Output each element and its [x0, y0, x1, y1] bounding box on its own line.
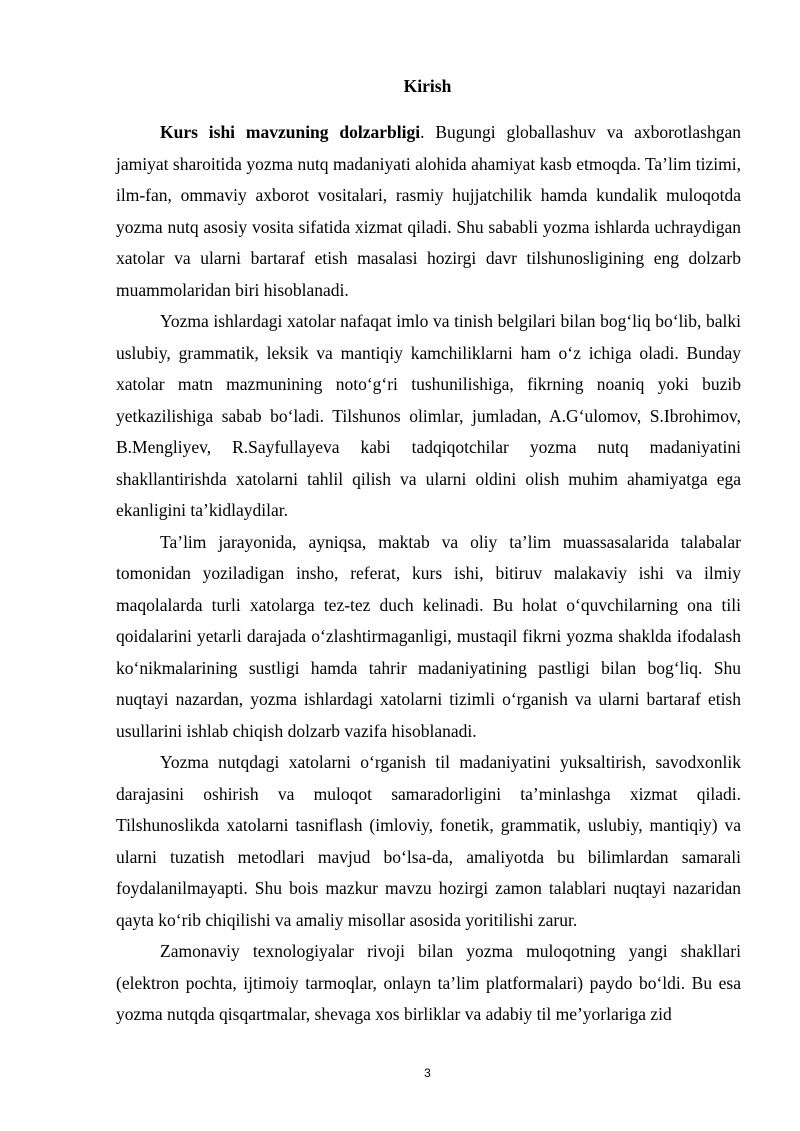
page-number: 3: [424, 1066, 431, 1080]
paragraph-4: Yozma nutqdagi xatolarni o‘rganish til madaniyatini yuksaltirish, savodxonlik darajasini oshirish va muloqot samaradorligini ta’minlashga xizmat qiladi. Tilshunoslikda xatolarni tasniflash (imloviy, fonetik, grammatik, uslubiy, mantiqiy) va ularni tuzatish metodlari mavjud bo‘lsa-da, amaliyotda bu bilimlardan samarali foydalanilmayapti. Shu bois mazkur mavzu hozirgi zamon talablari nuqtayi nazaridan qayta ko‘rib chiqilishi va amaliy misollar asosida yoritilishi zarur.: [116, 752, 741, 930]
paragraph-5: Zamonaviy texnologiyalar rivoji bilan yozma muloqotning yangi shakllari (elektron pochta, ijtimoiy tarmoqlar, onlayn ta’lim platformalari) paydo bo‘ldi. Bu esa yozma nutqda qisqartmalar, shevaga xos birliklar va adabiy til me’yorlariga zid: [116, 941, 741, 1024]
paragraph-1: [116, 117, 741, 306]
paragraph-2: Yozma ishlardagi xatolar nafaqat imlo va tinish belgilari bilan bog‘liq bo‘lib, balki uslubiy, grammatik, leksik va mantiqiy kamchiliklarni ham o‘z ichiga oladi. Bunday xatolar matn mazmunining noto‘g‘ri tushunilishiga, fikrning noaniq yoki buzib yetkazilishiga sabab bo‘ladi. Tilshunos olimlar, jumladan, A.G‘ulomov, S.Ibrohimov, B.Mengliyev, R.Sayfullayeva kabi tadqiqotchilar yozma nutq madaniyatini shakllantirishda xatolarni tahlil qilish va ularni oldini olish muhim ahamiyatga ega ekanligini ta’kidlaydilar.: [116, 311, 741, 520]
paragraph-3: Ta’lim jarayonida, ayniqsa, maktab va oliy ta’lim muassasalarida talabalar tomonidan yoziladigan insho, referat, kurs ishi, bitiruv malakaviy ishi va ilmiy maqolalarda turli xatolarga tez-tez duch kelinadi. Bu holat o‘quvchilarning ona tili qoidalarini yetarli darajada o‘zlashtirmaganligi, mustaqil fikrni yozma shaklda ifodalash ko‘nikmalarining sustligi hamda tahrir madaniyatining pastligi bilan bog‘liq. Shu nuqtayi nazardan, yozma ishlardagi xatolarni tizimli o‘rganish va ularni bartaraf etish usullarini ishlab chiqish dolzarb vazifa hisoblanadi.: [116, 531, 741, 741]
paragraph-text: . Bugungi globallashuv va axborotlashgan jamiyat sharoitida yozma nutq madaniyati alohida ahamiyat kasb etmoqda. Ta’lim tizimi, ilm-fan, ommaviy axborot vositalari, rasmiy hujjatchilik hamda kundalik muloqotda yozma nutq asosiy vosita sifatida xizmat qiladi. Shu sababli yozma ishlarda uchraydigan xatolar va ularni bartaraf etish masalasi hozirgi davr tilshunosligining eng dolzarb muammolaridan biri hisoblanadi.: [116, 122, 741, 300]
section-heading: Kirish: [403, 76, 452, 96]
body-text: [116, 117, 741, 1031]
paragraph-lead: Kurs ishi mavzuning dolzarbligi: [160, 122, 421, 142]
